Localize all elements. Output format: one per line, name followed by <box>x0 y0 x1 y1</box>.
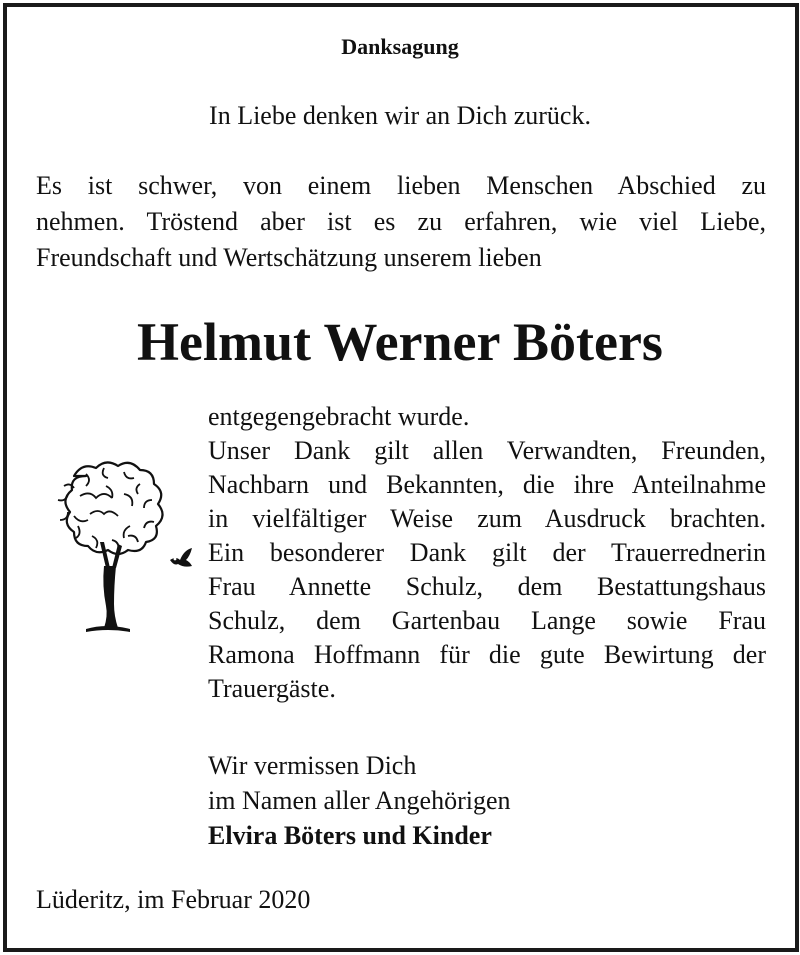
body-line: Schulz, dem Gartenbau Lange sowie Frau <box>208 606 766 635</box>
body-line: Ein besonderer Dank gilt der Trauerrednerin <box>208 538 766 567</box>
notice-heading: Danksagung <box>341 34 459 59</box>
body-line: entgegengebracht wurde. <box>208 402 470 431</box>
intro-line: nehmen. Tröstend aber ist es zu erfahren, wie viel Liebe, <box>36 207 766 236</box>
body-line: in vielfältiger Weise zum Ausdruck brachten. <box>208 504 766 533</box>
body-paragraph <box>208 400 766 706</box>
body-line: Frau Annette Schulz, dem Bestattungshaus <box>208 572 766 601</box>
bird-icon <box>168 546 194 570</box>
deceased-name: Helmut Werner Böters <box>137 312 663 372</box>
tree-icon <box>34 446 184 636</box>
signature: Elvira Böters und Kinder <box>208 821 492 850</box>
body-line: Unser Dank gilt allen Verwandten, Freunden, <box>208 436 766 465</box>
notice-subheading: In Liebe denken wir an Dich zurück. <box>209 101 591 130</box>
intro-line: Es ist schwer, von einem lieben Menschen Abschied zu <box>36 171 766 200</box>
intro-paragraph <box>36 168 766 276</box>
closing-line: im Namen aller Angehörigen <box>208 786 511 815</box>
body-line: Nachbarn und Bekannten, die ihre Anteilnahme <box>208 470 766 499</box>
body-line: Ramona Hoffmann für die gute Bewirtung der <box>208 640 766 669</box>
closing-line: Wir vermissen Dich <box>208 751 417 780</box>
closing-block <box>208 748 511 853</box>
place-date: Lüderitz, im Februar 2020 <box>36 885 311 914</box>
intro-line: Freundschaft und Wertschätzung unserem lieben <box>36 243 542 272</box>
body-line: Trauergäste. <box>208 674 336 703</box>
